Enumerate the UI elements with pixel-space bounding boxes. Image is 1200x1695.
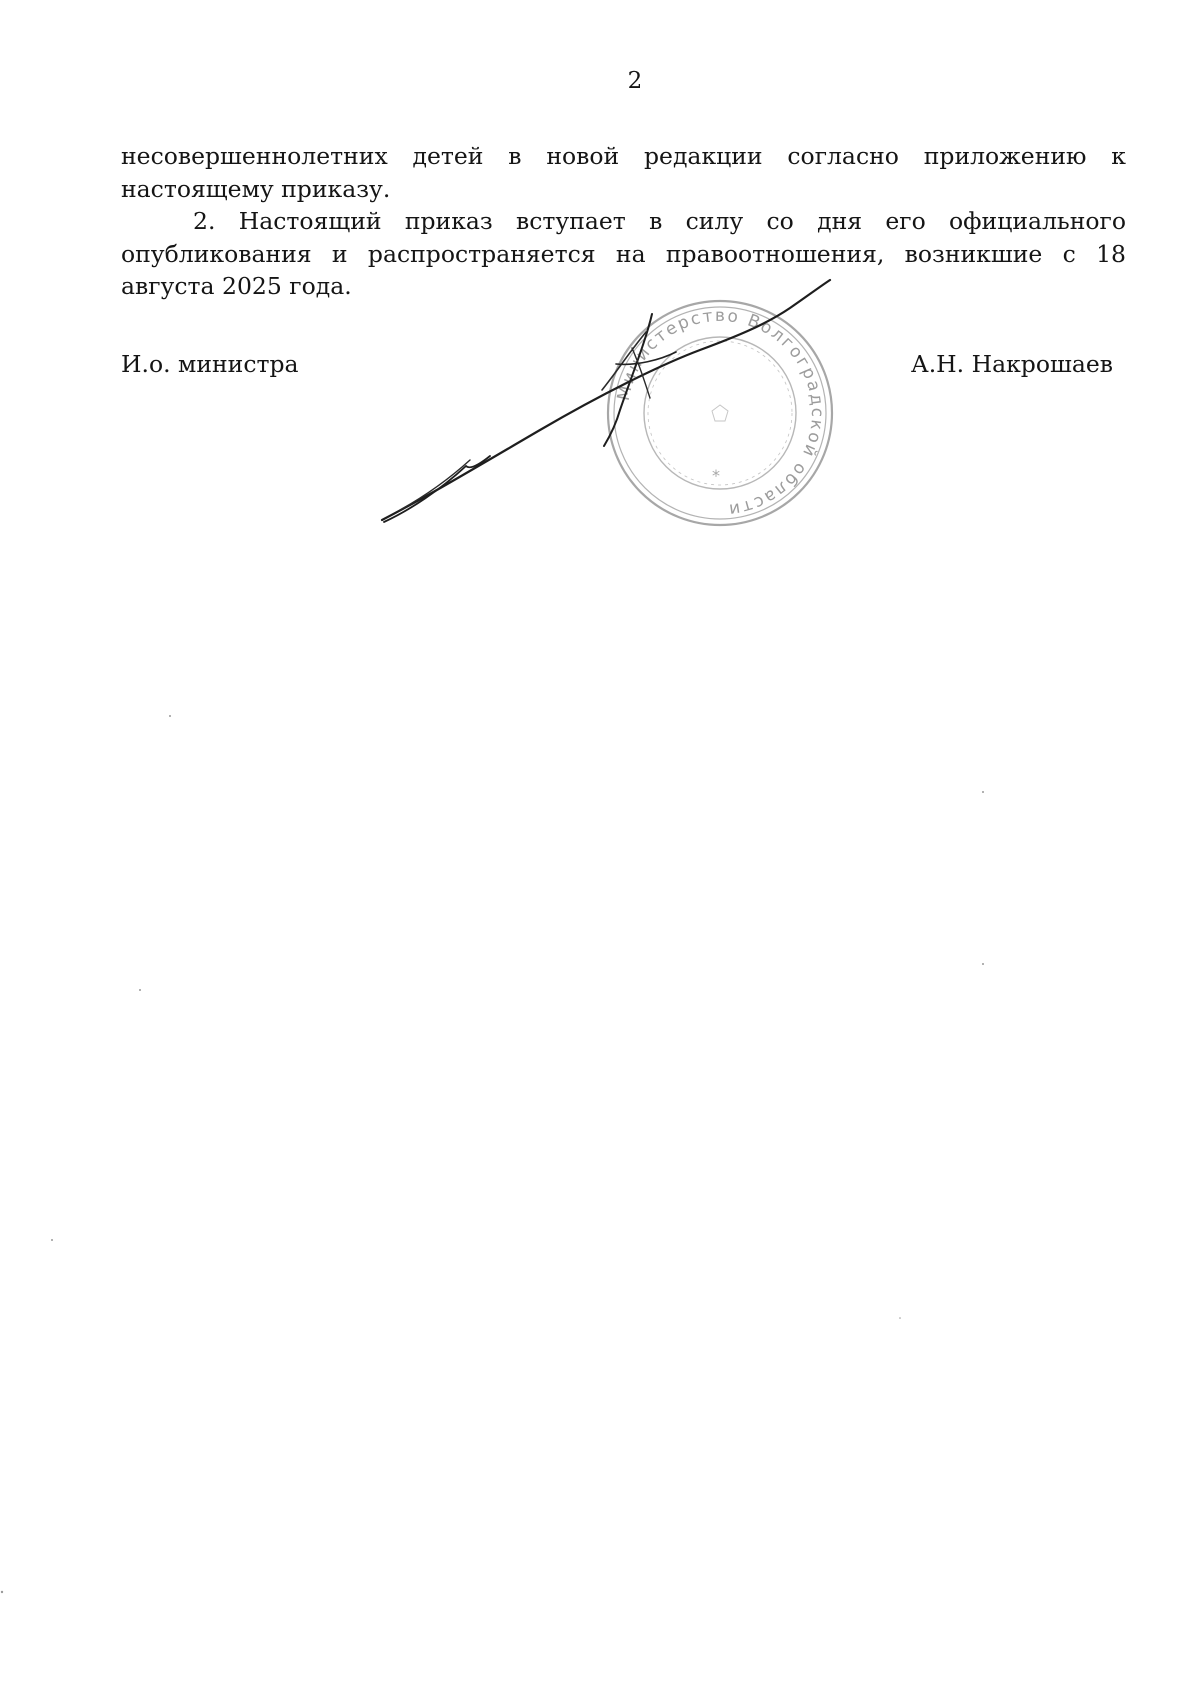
signatory-name: А.Н. Накрошаев	[910, 350, 1113, 378]
paragraph-continuation: несовершеннолетних детей в новой редакции согласно приложению к настоящему приказу.	[121, 142, 1126, 203]
seal-text: Министерство Волгоградской области	[613, 305, 828, 520]
paragraph-item-2: 2. Настоящий приказ вступает в силу со дня его официального опубликования и распространяется на правоотношения, возникшие с 18 августа 2025 года.	[121, 207, 1126, 300]
page-number: 2	[627, 68, 643, 94]
signatory-position: И.о. министра	[121, 350, 299, 378]
svg-text:*: *	[712, 466, 720, 485]
